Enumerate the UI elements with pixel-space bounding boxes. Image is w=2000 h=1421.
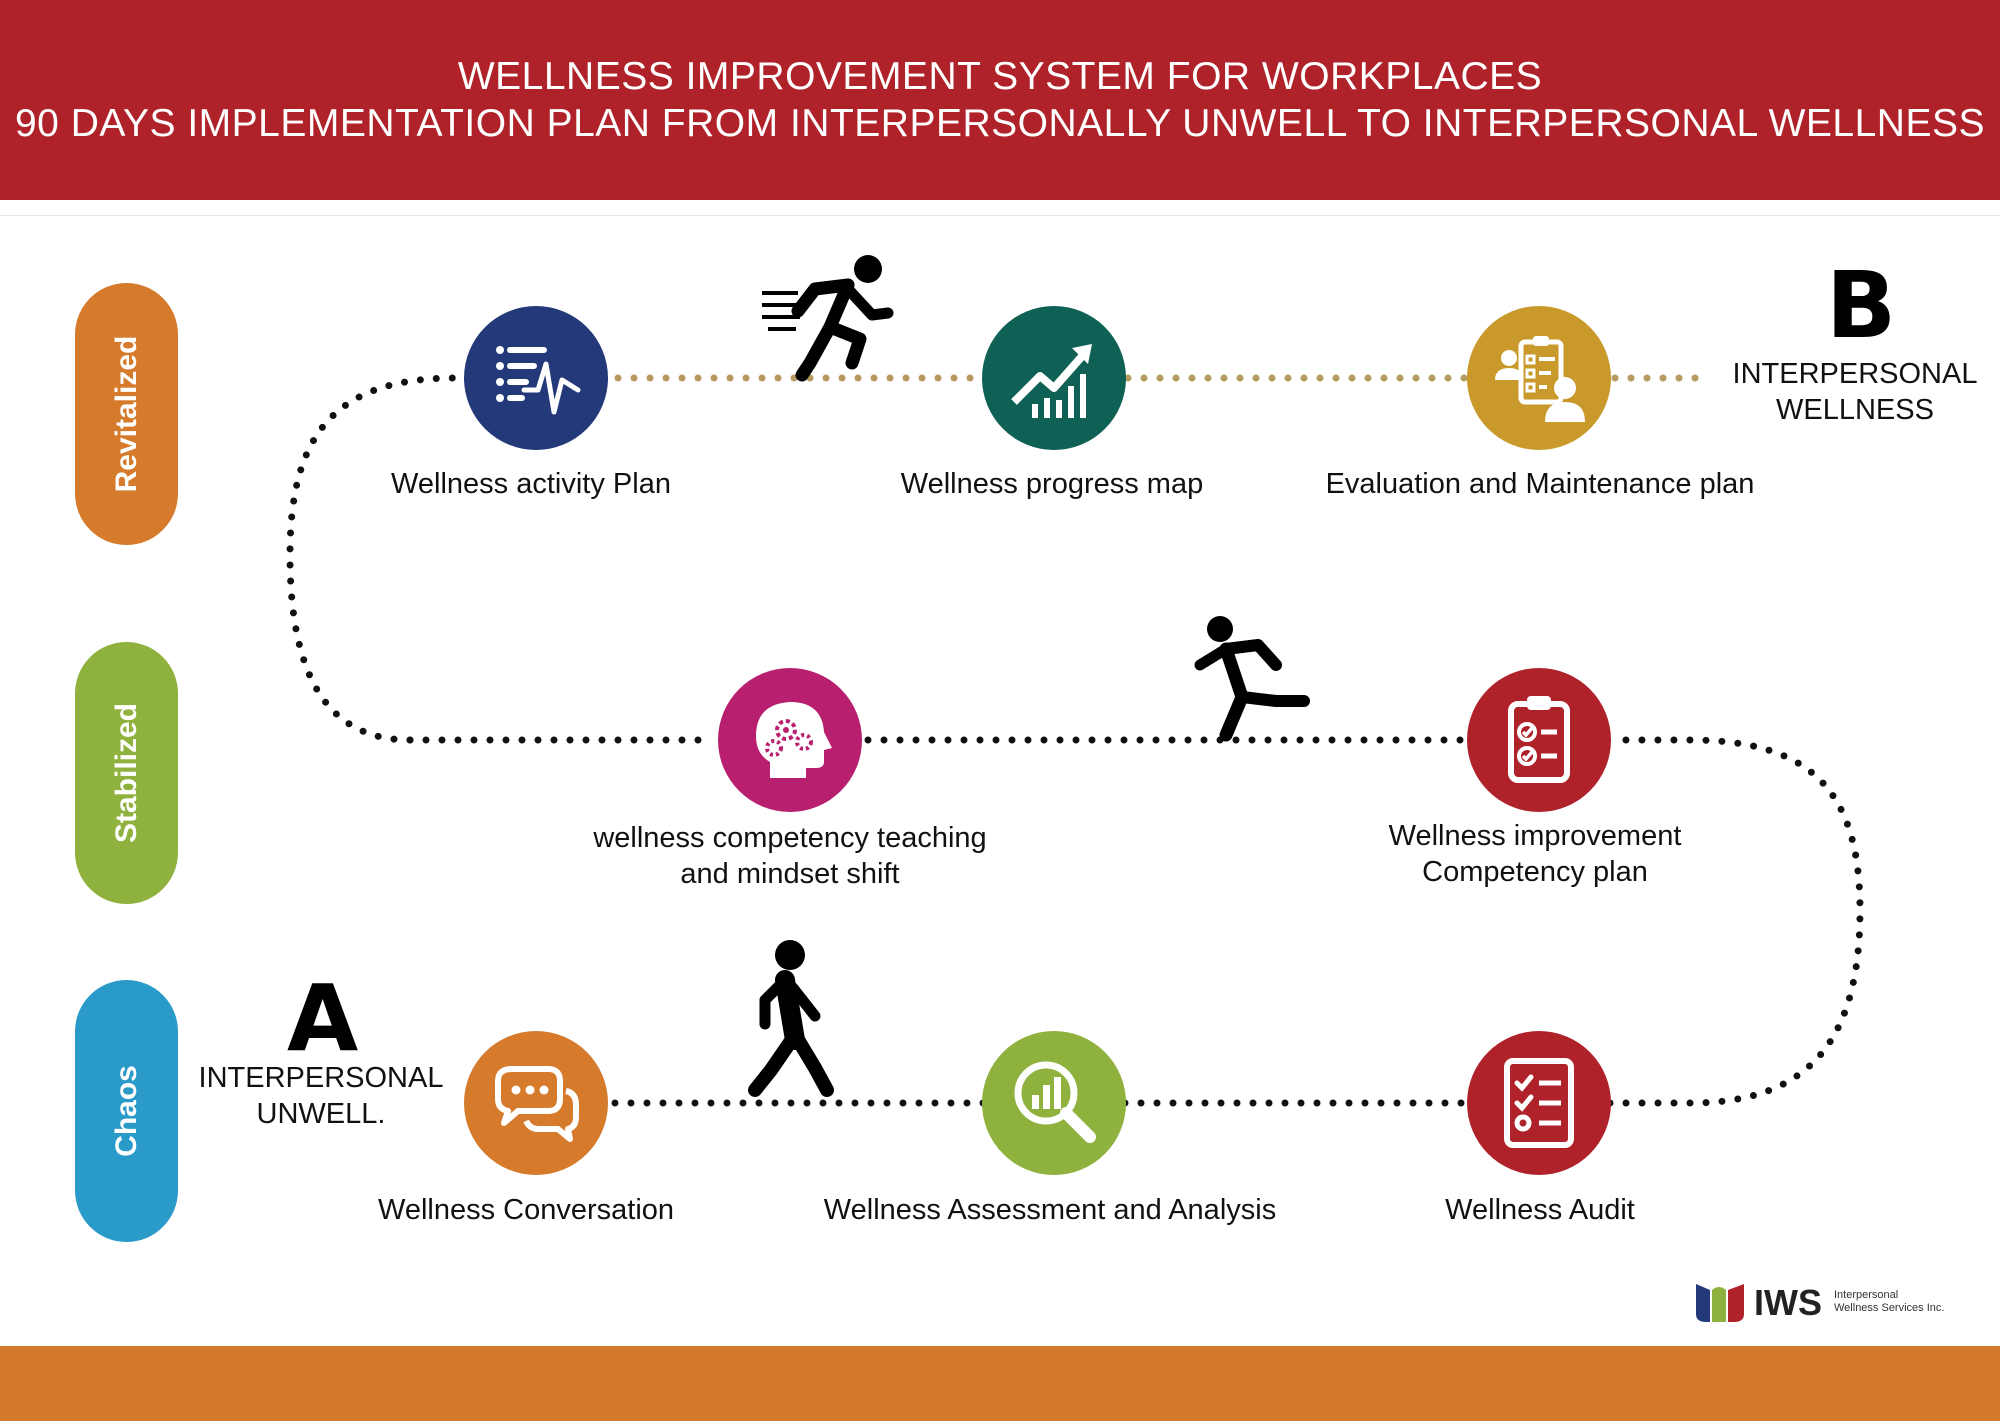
step-label-teaching [540,820,1040,892]
stage-label: Stabilized [109,702,143,844]
footer-bar [0,1346,2000,1421]
end-letter: B [1826,252,1897,359]
step-activity-plan [464,306,608,450]
checklist-icon [1489,1053,1589,1153]
step-label-conversation: Wellness Conversation [377,1194,675,1226]
start-label-line-1: INTERPERSONAL [198,1062,444,1094]
rising-chart-icon [1004,328,1104,428]
start-label [186,1060,456,1132]
title-line-1: WELLNESS IMPROVEMENT SYSTEM FOR WORKPLACES [457,55,1543,98]
step-label-progress-map: Wellness progress map [900,468,1204,500]
pulse-list-icon [486,328,586,428]
chat-bubbles-icon [486,1053,586,1153]
step-label-audit: Wellness Audit [1445,1194,1635,1226]
step-label-evaluation: Evaluation and Maintenance plan [1325,468,1755,500]
logo-company-name [1834,1289,1944,1315]
start-letter: A [287,965,359,1072]
step-label-activity-plan: Wellness activity Plan [391,468,671,500]
step-label-line: Wellness improvement [1388,820,1682,852]
path-segment [290,378,455,740]
stage-label: Revitalized [109,335,143,493]
path-segment [1610,740,1860,1103]
step-evaluation-plan [1467,306,1611,450]
step-wellness-assessment [982,1031,1126,1175]
step-label-line: Competency plan [1422,856,1648,888]
step-label-line: wellness competency teaching [593,822,987,854]
stage-pill-chaos [75,980,178,1242]
end-label-line-1: INTERPERSONAL [1732,358,1978,390]
step-competency-teaching [718,668,862,812]
title-line-2: 90 DAYS IMPLEMENTATION PLAN FROM INTERPERSONALLY UNWELL TO INTERPERSONAL WELLNESS [14,102,1985,145]
stage-pill-revitalized [75,283,178,545]
iws-logo-mark-icon [1692,1280,1748,1326]
stage-pill-stabilized [75,642,178,904]
step-progress-map [982,306,1126,450]
clipboard-check-icon [1489,690,1589,790]
logo-line: Interpersonal [1834,1289,1899,1301]
iws-logo [1692,1280,1962,1330]
step-label-line: and mindset shift [680,858,900,890]
head-gears-icon [740,690,840,790]
end-label-line-2: WELLNESS [1776,394,1934,426]
start-label-line-2: UNWELL. [256,1098,386,1130]
logo-wordmark: IWS [1754,1282,1822,1323]
running-person-icon [1200,616,1304,735]
stage-label: Chaos [109,1065,143,1157]
logo-line: Wellness Services Inc. [1834,1302,1945,1314]
walking-person-icon [755,940,827,1090]
step-wellness-audit [1467,1031,1611,1175]
evaluation-form-icon [1489,328,1589,428]
step-wellness-conversation [464,1031,608,1175]
step-competency-plan [1467,668,1611,812]
sprinting-person-icon [762,255,888,375]
step-label-assessment: Wellness Assessment and Analysis [823,1194,1277,1226]
magnifier-chart-icon [1004,1053,1104,1153]
end-label [1720,356,1990,428]
step-label-competency-plan [1335,818,1735,890]
